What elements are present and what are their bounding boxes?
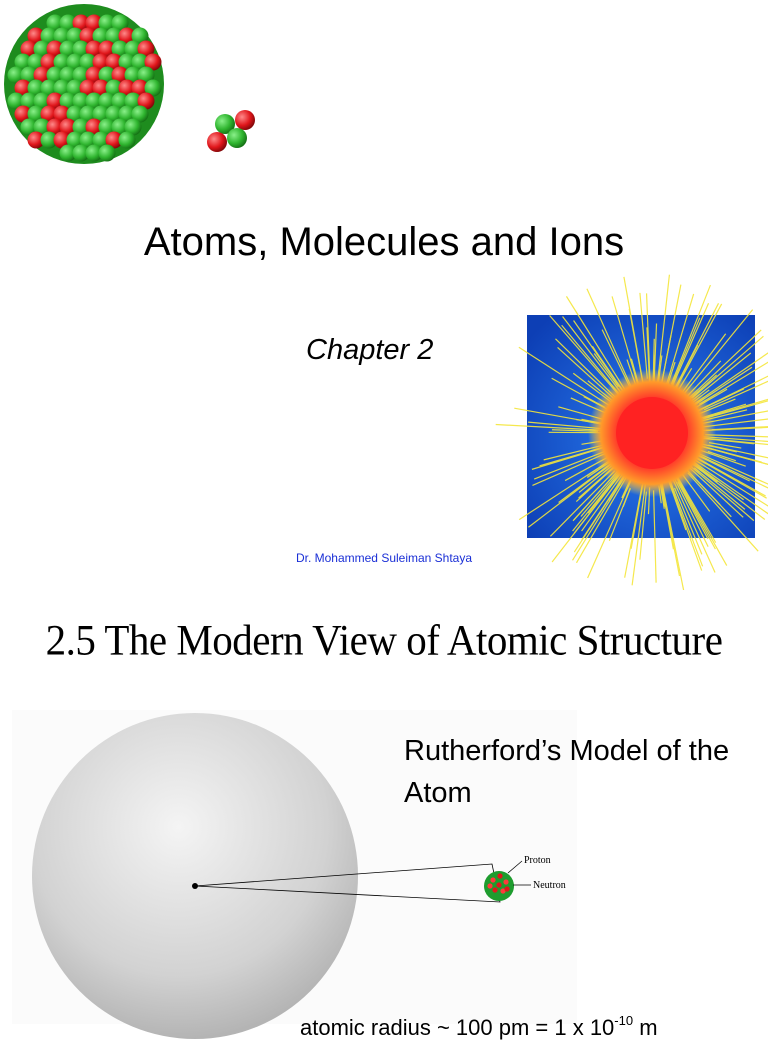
- section-heading: 2.5 The Modern View of Atomic Structure: [0, 611, 768, 670]
- model-title: Rutherford’s Model of the Atom: [404, 730, 754, 814]
- atomic-radius-text: [300, 1006, 658, 1043]
- nucleus-closeup-icon: [484, 871, 514, 901]
- chapter-subtitle: Chapter 2: [306, 330, 433, 370]
- neutron-label: Neutron: [533, 880, 566, 891]
- atom-sphere: [32, 713, 358, 1039]
- nuclear-reaction-image-icon: [527, 315, 755, 538]
- helium-nucleus-illustration-icon: [203, 106, 261, 156]
- nucleus-illustration-icon: [0, 0, 168, 168]
- radius-value: atomic radius ~ 100 pm = 1 x 10: [300, 1015, 614, 1040]
- slide-title: Atoms, Molecules and Ions: [0, 214, 768, 270]
- proton-label: Proton: [524, 855, 551, 866]
- content-slide: [0, 590, 768, 1024]
- author-credit: Dr. Mohammed Suleiman Shtaya: [0, 550, 768, 566]
- radius-unit: m: [633, 1015, 657, 1040]
- radius-exponent: -10: [614, 1013, 633, 1028]
